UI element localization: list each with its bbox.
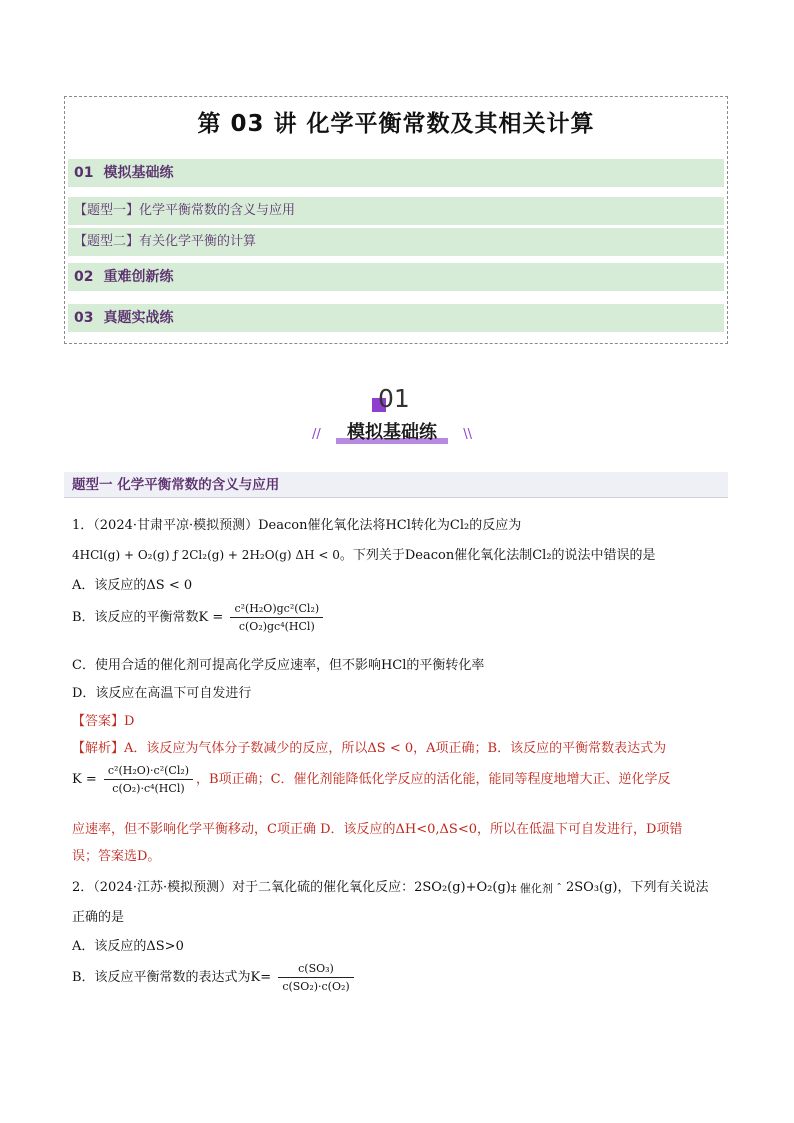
- fraction-denominator: c(O₂)gc⁴(HCl): [238, 620, 315, 633]
- section-banner: [312, 419, 472, 447]
- toc-subitem-type2[interactable]: [68, 228, 724, 256]
- q1-analysis-line1: [72, 737, 666, 756]
- toc-item-number: 03: [74, 310, 94, 326]
- q1-stem-line1: 1．（2024·甘肃平凉·模拟预测）Deacon催化氧化法将HCl转化为Cl₂的反应为: [72, 518, 522, 533]
- q2-stem-text: 2．（2024·江苏·模拟预测）对于二氧化硫的催化氧化反应：2SO₂(g)+O₂(g): [72, 880, 511, 895]
- toc-item-label: 【题型一】化学平衡常数的含义与应用: [74, 203, 296, 218]
- q2-stem-text: 2SO₃(g)，下列有关说法: [561, 880, 709, 895]
- slash-right-icon: \\: [463, 427, 472, 442]
- q1-option-d: D．该反应在高温下可自发进行: [72, 686, 252, 701]
- q1-option-b-label: B．该反应的平衡常数K =: [72, 610, 228, 625]
- q1-option-b-fraction: [230, 602, 323, 633]
- fraction-denominator: c(SO₂)·c(O₂): [282, 980, 350, 993]
- q1-option-c: C．使用合适的催化剂可提高化学反应速率，但不影响HCl的平衡转化率: [72, 658, 485, 673]
- answer-label: 【答案】: [72, 714, 125, 729]
- toc-subitem-type1[interactable]: [68, 197, 724, 225]
- lecture-title: 第 03 讲 化学平衡常数及其相关计算: [197, 111, 595, 137]
- toc-item-01[interactable]: [68, 159, 724, 187]
- q1-analysis-line2: [72, 764, 671, 795]
- q2-option-b-label: B．该反应平衡常数的表达式为K=: [72, 970, 272, 985]
- analysis-text: A．该反应为气体分子数减少的反应，所以ΔS < 0，A项正确；B．该反应的平衡常数表达式为: [124, 741, 667, 756]
- q1-option-a: A．该反应的ΔS < 0: [72, 578, 193, 593]
- toc-item-label: 重难创新练: [103, 269, 174, 285]
- q1-stem-line2: [72, 544, 656, 563]
- toc-item-number: 02: [74, 269, 94, 285]
- q1-equation: 4HCl(g) + O₂(g) ƒ 2Cl₂(g) + 2H₂O(g) ΔH < 0: [72, 548, 340, 562]
- slash-left-icon: //: [312, 427, 321, 442]
- q2-option-b-fraction: [278, 962, 353, 993]
- reversible-arrow-icon: ‡ 催化剂 ˆ: [510, 881, 562, 895]
- q2-stem-line1: [72, 876, 709, 896]
- q1-analysis-line3: 应速率，但不影响化学平衡移动，C项正确 D．该反应的ΔH<0,ΔS<0，所以在低温下可自发进行，D项错: [72, 822, 683, 837]
- fraction-numerator: c²(H₂O)·c²(Cl₂): [104, 764, 193, 780]
- toc-box: [64, 96, 728, 344]
- analysis-text: ，B项正确；C．催化剂能降低化学反应的活化能，能同等程度地增大正、逆化学反: [196, 772, 671, 787]
- answer-value: D: [124, 714, 135, 729]
- k-label: K =: [72, 772, 101, 787]
- section-number: [378, 384, 418, 413]
- section-title: 模拟基础练: [347, 422, 437, 443]
- q2-option-a: A．该反应的ΔS>0: [72, 939, 184, 954]
- toc-item-02[interactable]: [68, 263, 724, 291]
- type-header: 题型一 化学平衡常数的含义与应用: [64, 472, 728, 498]
- section-number-text: 01: [378, 384, 410, 413]
- toc-item-label: 【题型二】有关化学平衡的计算: [74, 234, 257, 249]
- toc-item-number: 01: [74, 165, 94, 181]
- fraction-denominator: c(O₂)·c⁴(HCl): [112, 782, 185, 795]
- q2-stem-line2: 正确的是: [72, 910, 125, 925]
- toc-item-label: 模拟基础练: [103, 165, 174, 181]
- q1-analysis-fraction: [104, 764, 193, 795]
- fraction-numerator: c(SO₃): [278, 962, 353, 978]
- q1-stem-tail: 。下列关于Deacon催化氧化法制Cl₂的说法中错误的是: [339, 548, 656, 563]
- q1-analysis-line4: 误；答案选D。: [72, 849, 161, 864]
- fraction-numerator: c²(H₂O)gc²(Cl₂): [230, 602, 323, 618]
- q2-option-b: [72, 962, 357, 993]
- toc-item-label: 真题实战练: [103, 310, 174, 326]
- analysis-label: 【解析】: [72, 741, 125, 756]
- q1-option-b: [72, 602, 326, 633]
- toc-item-03[interactable]: [68, 304, 724, 332]
- q1-answer: [72, 710, 134, 729]
